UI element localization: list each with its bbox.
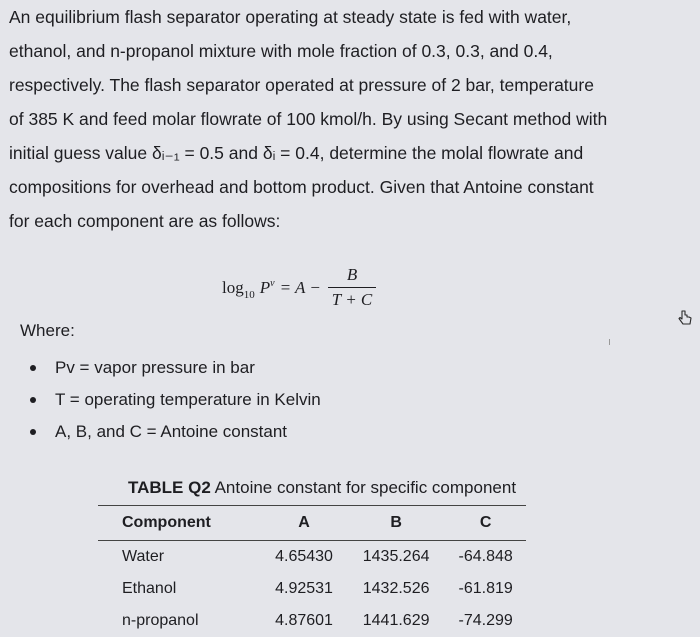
table-cell: 1435.264 bbox=[362, 548, 430, 565]
column-header: A bbox=[298, 514, 310, 531]
table-cell: Water bbox=[122, 548, 165, 565]
fraction-numerator: B bbox=[346, 265, 358, 284]
table-cell: 1432.526 bbox=[362, 580, 430, 597]
table-cell: 4.65430 bbox=[275, 548, 333, 565]
fraction-denominator: T + C bbox=[328, 287, 376, 310]
question-line: ethanol, and n-propanol mixture with mole fraction of 0.3, 0.3, and 0.4, bbox=[9, 41, 553, 61]
table-cell: -64.848 bbox=[458, 548, 513, 565]
column-header: B bbox=[390, 514, 402, 531]
definition-text: Pv = vapor pressure in bar bbox=[55, 358, 255, 377]
table-caption-label: TABLE Q2 bbox=[128, 478, 211, 497]
question-line: of 385 K and feed molar flowrate of 100 kmol/h. By using Secant method with bbox=[9, 109, 608, 129]
definition-text: T = operating temperature in Kelvin bbox=[55, 390, 321, 409]
question-line: respectively. The flash separator operated at pressure of 2 bar, temperature bbox=[9, 75, 594, 95]
table-cell: Ethanol bbox=[122, 580, 177, 597]
screen-speck bbox=[609, 339, 610, 345]
table-cell: n-propanol bbox=[122, 612, 199, 629]
log-base: 10 bbox=[243, 288, 255, 301]
table-cell: -61.819 bbox=[458, 580, 513, 597]
list-item bbox=[30, 416, 321, 448]
antoine-constant-table bbox=[98, 505, 526, 637]
column-header: C bbox=[479, 514, 492, 531]
table-cell: -74.299 bbox=[458, 612, 513, 629]
fraction bbox=[328, 265, 376, 310]
table-caption bbox=[128, 478, 516, 498]
question-line: An equilibrium flash separator operating at steady state is fed with water, bbox=[9, 7, 572, 27]
question-line: initial guess value δᵢ₋₁ = 0.5 and δᵢ = 0.4, determine the molal flowrate and bbox=[9, 143, 584, 163]
equation-rhs: = A − bbox=[279, 277, 321, 297]
list-item bbox=[30, 384, 321, 416]
column-header: Component bbox=[122, 514, 211, 531]
vapor-pressure-symbol: $P^v$ bbox=[259, 277, 275, 297]
bullet-icon bbox=[30, 397, 36, 403]
list-item bbox=[30, 352, 321, 384]
where-label: Where: bbox=[20, 321, 75, 340]
hand-cursor-icon bbox=[676, 309, 694, 327]
vapor-superscript: v bbox=[270, 277, 275, 289]
antoine-equation bbox=[222, 265, 376, 310]
table-cell: 4.92531 bbox=[275, 580, 333, 597]
table-caption-text: Antoine constant for specific component bbox=[210, 478, 517, 497]
log-function: $\log_{10}$ bbox=[222, 277, 255, 301]
question-line: for each component are as follows: bbox=[9, 211, 281, 231]
table-row bbox=[98, 605, 526, 637]
bullet-icon bbox=[30, 429, 36, 435]
table-header-row bbox=[98, 506, 526, 541]
definitions-list bbox=[30, 352, 321, 448]
table-cell: 1441.629 bbox=[362, 612, 430, 629]
question-text bbox=[9, 0, 699, 238]
definition-text: A, B, and C = Antoine constant bbox=[55, 422, 288, 441]
table-row bbox=[98, 541, 526, 574]
question-line: compositions for overhead and bottom product. Given that Antoine constant bbox=[9, 177, 594, 197]
table-cell: 4.87601 bbox=[275, 612, 333, 629]
bullet-icon bbox=[30, 365, 36, 371]
table-row bbox=[98, 573, 526, 605]
